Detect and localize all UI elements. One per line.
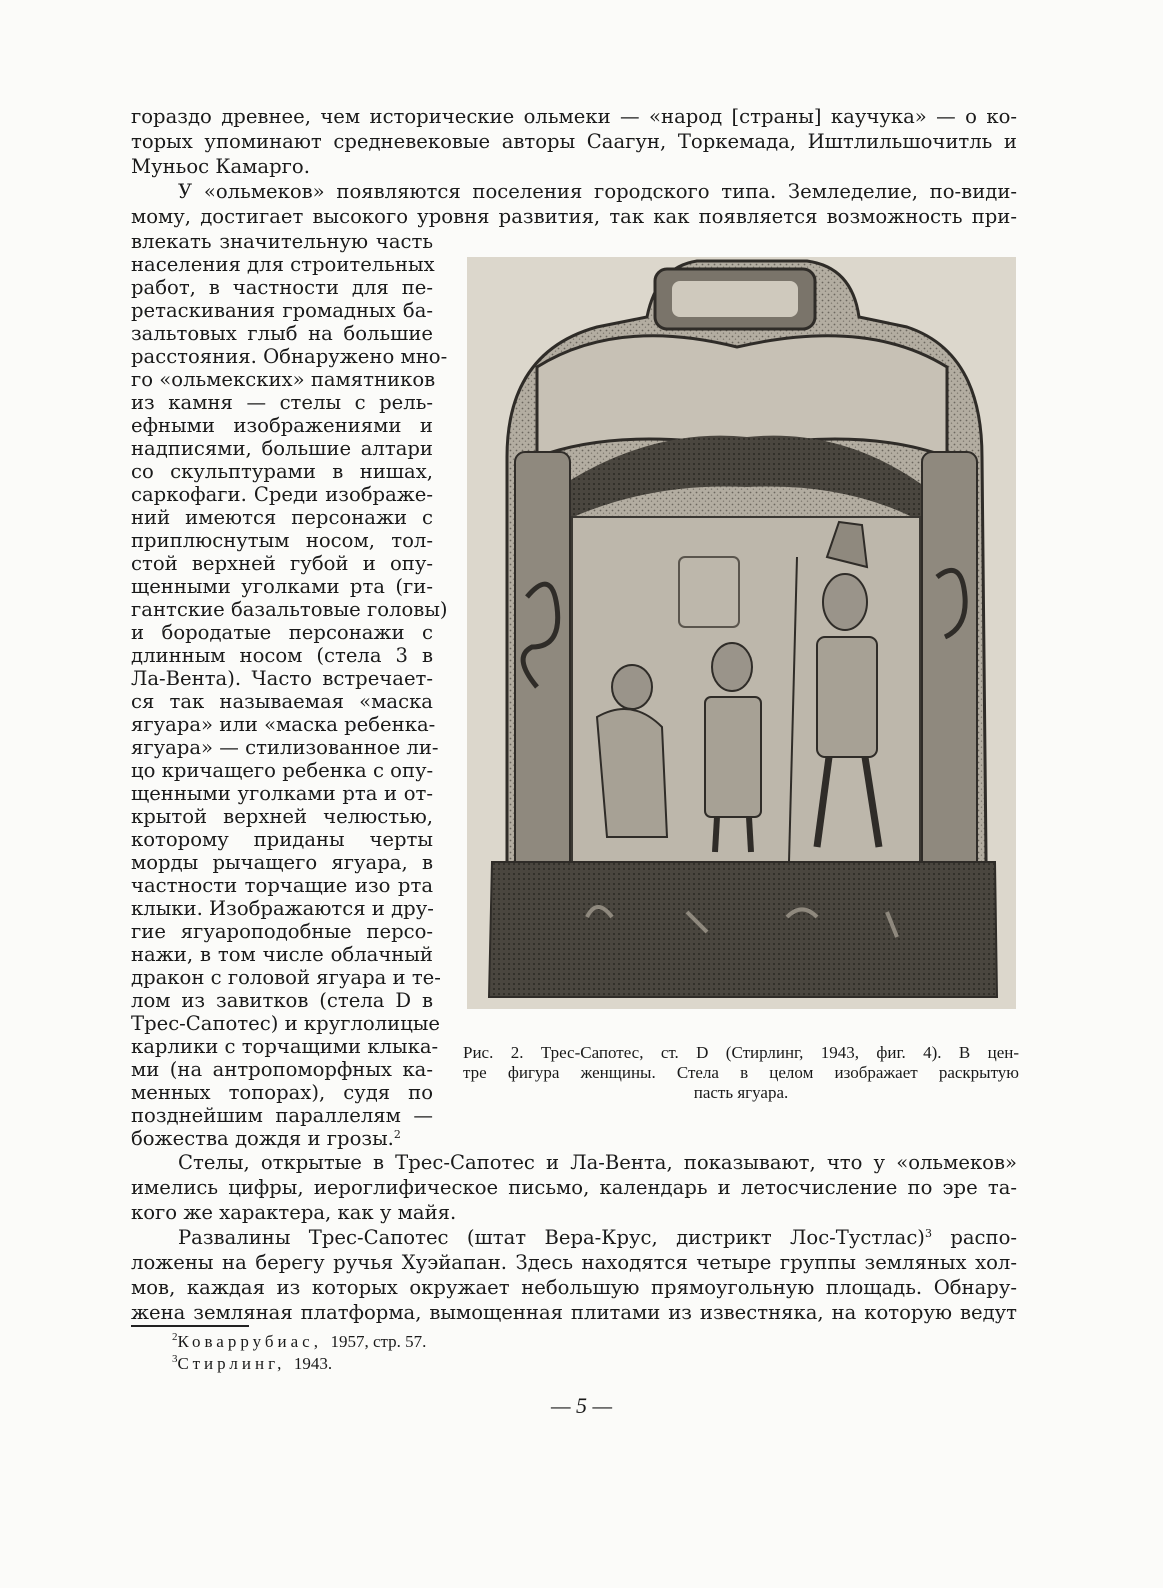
column-line: нажи, в том числе облачный [131, 943, 433, 966]
column-line: ягуара» — стилизованное ли- [131, 736, 439, 759]
footnote-divider [131, 1325, 249, 1327]
column-line: клыки. Изображаются и дру- [131, 897, 434, 920]
column-line: божества дождя и грозы.$^2$ [131, 1127, 401, 1150]
caption-line: пасть ягуара. [693, 1083, 789, 1102]
text-line: У «ольмеков» появляются поселения городского типа. Земледелие, по-види- [178, 180, 1017, 203]
column-line: щенными уголками рта (ги- [131, 575, 433, 598]
column-line: ефными изображениями и [131, 414, 433, 437]
column-line: Трес-Сапотес) и круглолицые [131, 1012, 441, 1035]
column-line: населения для строительных [131, 253, 435, 276]
text-line: Муньос Камарго. [131, 155, 310, 178]
text-line: кого же характера, как у майя. [131, 1201, 457, 1224]
footnote-ref: 2 [393, 1128, 401, 1141]
column-line: позднейшим параллелям — [131, 1104, 433, 1127]
footnote: $^2$Коваррубиас, 1957, стр. 57. [172, 1331, 427, 1351]
column-line: частности торчащие изо рта [131, 874, 433, 897]
text-line: гораздо древнее, чем исторические ольмеки — «народ [страны] каучука» — о ко- [131, 105, 1017, 128]
column-line: приплюснутым носом, тол- [131, 529, 433, 552]
column-line: щенными уголками рта и от- [131, 782, 433, 805]
column-line: гантские базальтовые головы) [131, 598, 448, 621]
column-line: цо кричащего ребенка с опу- [131, 759, 434, 782]
column-line: менных топорах), судя по [131, 1081, 433, 1104]
column-line: морды рычащего ягуара, в [131, 851, 433, 874]
column-line: расстояния. Обнаружено мно- [131, 345, 448, 368]
column-line: надписями, большие алтари [131, 437, 433, 460]
column-line: влекать значительную часть [131, 230, 433, 253]
column-line: го «ольмекских» памятников [131, 368, 436, 391]
column-line: гие ягуароподобные персо- [131, 920, 433, 943]
text-line: мому, достигает высокого уровня развития, так как появляется возможность при- [131, 205, 1017, 228]
footnote: $^3$Стирлинг, 1943. [172, 1353, 333, 1373]
column-line: стой верхней губой и опу- [131, 552, 433, 575]
column-line: крытой верхней челюстью, [131, 805, 433, 828]
column-line: и бородатые персонажи с [131, 621, 433, 644]
column-line: ся так называемая «маска [131, 690, 433, 713]
column-line: зальтовых глыб на большие [131, 322, 433, 345]
column-line: лом из завитков (стела D в [131, 989, 433, 1012]
stela-illustration [467, 257, 1016, 1009]
column-line: ретаскивания громадных ба- [131, 299, 433, 322]
text-line: жена земляная платформа, вымощенная плитами из известняка, на которую ведут [131, 1301, 1017, 1324]
column-line: ний имеются персонажи с [131, 506, 433, 529]
column-line: Ла-Вента). Часто встречает- [131, 667, 433, 690]
caption-line: Рис. 2. Трес-Сапотес, ст. D (Стирлинг, 1943, фиг. 4). В цен- [463, 1043, 1019, 1062]
footnote-ref: 3 [924, 1227, 932, 1240]
column-line: из камня — стелы с рель- [131, 391, 433, 414]
column-line: дракон с головой ягуара и те- [131, 966, 441, 989]
text-line: торых упоминают средневековые авторы Саагун, Торкемада, Иштлильшочитль и [131, 130, 1017, 153]
column-line: карлики с торчащими клыка- [131, 1035, 439, 1058]
text-line: имелись цифры, иероглифическое письмо, календарь и летосчисление по эре та- [131, 1176, 1017, 1199]
text-line: ложены на берегу ручья Хуэйапан. Здесь находятся четыре группы земляных хол- [131, 1251, 1017, 1274]
column-line: которому приданы черты [131, 828, 433, 851]
text-line: мов, каждая из которых окружает небольшую прямоугольную площадь. Обнару- [131, 1276, 1017, 1299]
caption-line: тре фигура женщины. Стела в целом изображает раскрытую [463, 1063, 1019, 1082]
column-line: работ, в частности для пе- [131, 276, 433, 299]
column-line: со скульптурами в нишах, [131, 460, 433, 483]
figure-caption [463, 1043, 1019, 1103]
column-line: ягуара» или «маска ребенка- [131, 713, 436, 736]
column-line: саркофаги. Среди изображе- [131, 483, 433, 506]
page-number: — 5 — [550, 1393, 613, 1418]
column-line: длинным носом (стела 3 в [131, 644, 433, 667]
text-line: Стелы, открытые в Трес-Сапотес и Ла-Вента, показывают, что у «ольмеков» [178, 1151, 1017, 1174]
text-line: Развалины Трес-Сапотес (штат Вера-Крус, дистрикт Лос-Тустлас)$^3$ распо- [178, 1226, 1017, 1249]
column-line: ми (на антропоморфных ка- [131, 1058, 433, 1081]
